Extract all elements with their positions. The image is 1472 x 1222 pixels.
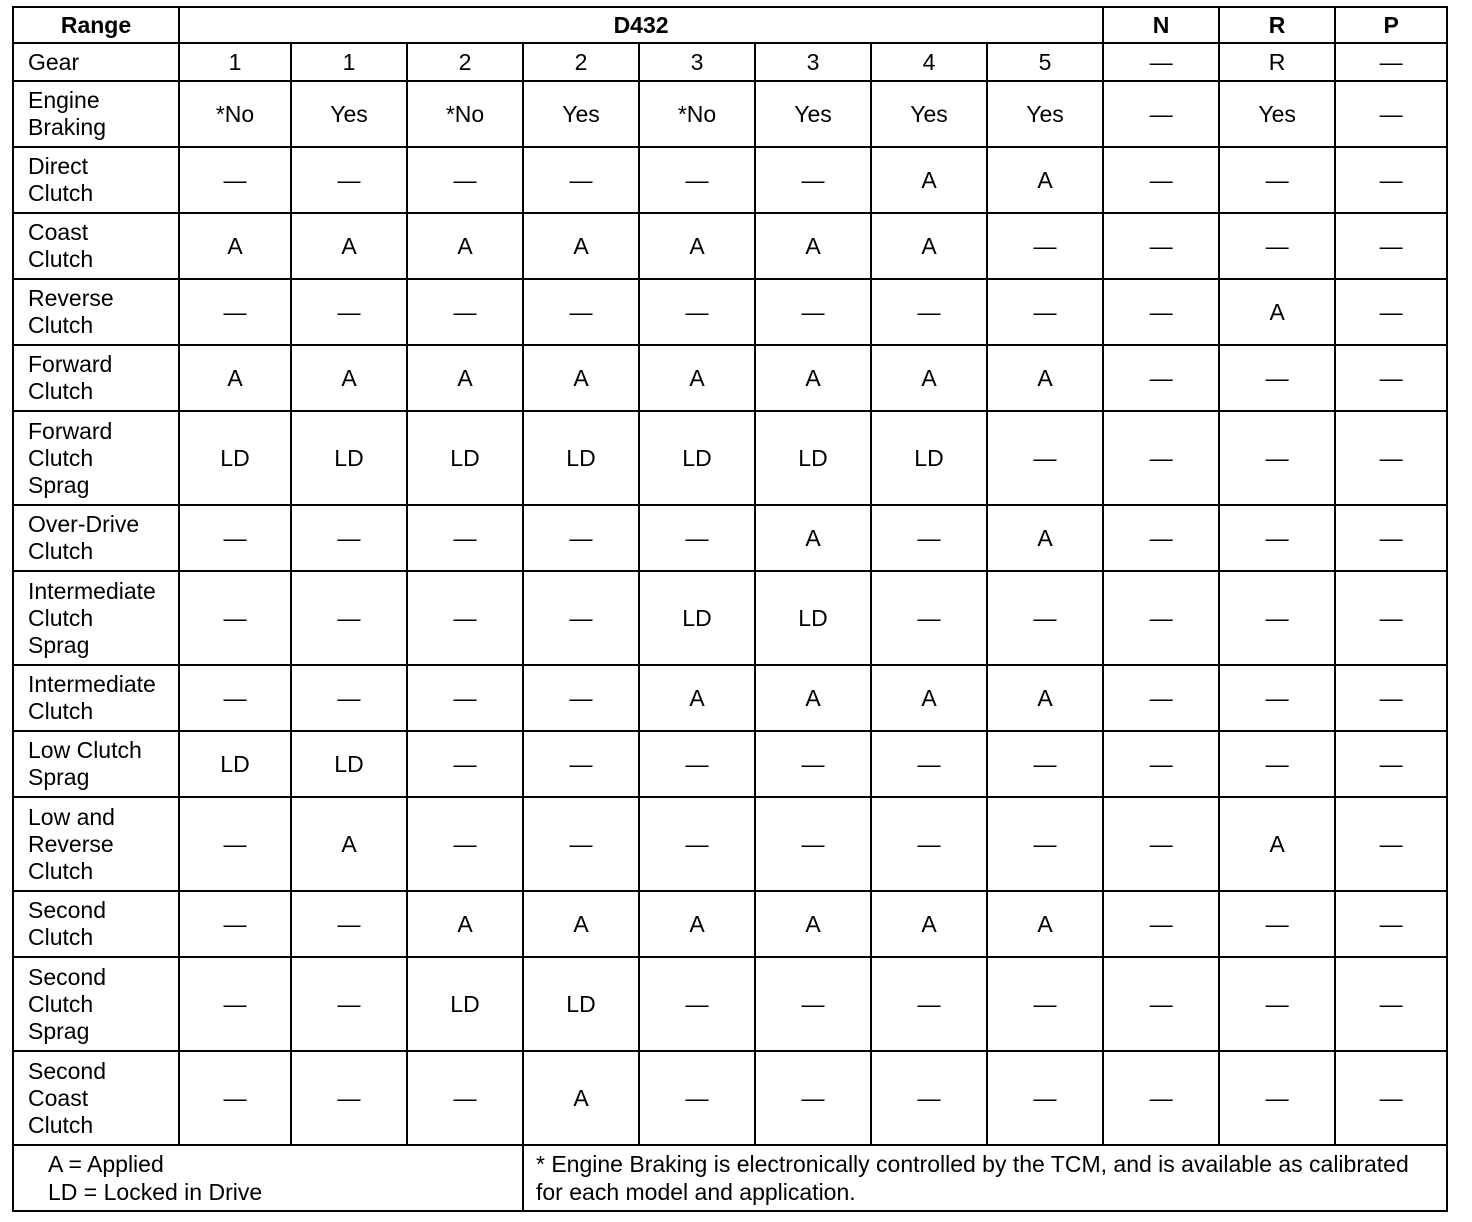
table-cell: 2: [523, 43, 639, 81]
table-cell: —: [755, 731, 871, 797]
table-cell: —: [987, 411, 1103, 505]
table-cell: 5: [987, 43, 1103, 81]
row-label: Forward Clutch: [13, 345, 179, 411]
table-cell: LD: [407, 957, 523, 1051]
table-cell: R: [1219, 43, 1335, 81]
table-cell: —: [1335, 571, 1447, 665]
table-cell: A: [871, 345, 987, 411]
row-label: Direct Clutch: [13, 147, 179, 213]
table-cell: Yes: [871, 81, 987, 147]
table-cell: LD: [291, 411, 407, 505]
table-cell: —: [987, 731, 1103, 797]
table-cell: LD: [523, 411, 639, 505]
table-cell: A: [871, 147, 987, 213]
table-cell: LD: [179, 411, 291, 505]
table-cell: *No: [179, 81, 291, 147]
table-cell: —: [987, 957, 1103, 1051]
table-cell: —: [1219, 957, 1335, 1051]
table-cell: A: [987, 147, 1103, 213]
table-cell: —: [1103, 279, 1219, 345]
table-cell: —: [755, 797, 871, 891]
table-cell: —: [871, 279, 987, 345]
table-cell: —: [179, 891, 291, 957]
table-cell: —: [291, 279, 407, 345]
table-cell: —: [987, 213, 1103, 279]
table-row: [13, 345, 1447, 411]
table-cell: —: [1335, 505, 1447, 571]
table-cell: LD: [755, 411, 871, 505]
table-cell: LD: [871, 411, 987, 505]
table-cell: —: [1103, 411, 1219, 505]
row-label: Gear: [13, 43, 179, 81]
table-cell: —: [523, 731, 639, 797]
table-cell: A: [871, 891, 987, 957]
clutch-application-table: [12, 6, 1448, 1212]
row-label: Second Clutch Sprag: [13, 957, 179, 1051]
table-cell: 1: [179, 43, 291, 81]
table-row: [13, 213, 1447, 279]
table-cell: 1: [291, 43, 407, 81]
table-cell: Yes: [523, 81, 639, 147]
table-cell: —: [1335, 43, 1447, 81]
row-label: Second Coast Clutch: [13, 1051, 179, 1145]
table-cell: —: [291, 505, 407, 571]
table-cell: —: [1335, 957, 1447, 1051]
row-label: Second Clutch: [13, 891, 179, 957]
range-d432: D432: [179, 7, 1103, 43]
table-cell: —: [1335, 731, 1447, 797]
table-cell: —: [407, 731, 523, 797]
table-cell: —: [407, 279, 523, 345]
table-cell: —: [291, 147, 407, 213]
table-cell: —: [1335, 797, 1447, 891]
table-cell: —: [291, 571, 407, 665]
table-cell: —: [1103, 571, 1219, 665]
table-cell: A: [871, 665, 987, 731]
table-cell: —: [871, 1051, 987, 1145]
table-cell: —: [1335, 1051, 1447, 1145]
table-cell: —: [1335, 213, 1447, 279]
row-label: Over-Drive Clutch: [13, 505, 179, 571]
table-cell: —: [987, 279, 1103, 345]
table-row: [13, 505, 1447, 571]
table-cell: Yes: [291, 81, 407, 147]
table-cell: —: [639, 147, 755, 213]
table-row: [13, 731, 1447, 797]
table-cell: —: [871, 571, 987, 665]
table-cell: —: [1219, 665, 1335, 731]
table-cell: A: [1219, 279, 1335, 345]
table-cell: Yes: [755, 81, 871, 147]
table-cell: —: [871, 505, 987, 571]
table-cell: —: [179, 147, 291, 213]
table-cell: —: [291, 1051, 407, 1145]
table-cell: *No: [407, 81, 523, 147]
table-cell: —: [639, 797, 755, 891]
table-cell: —: [179, 1051, 291, 1145]
table-cell: —: [639, 731, 755, 797]
table-cell: A: [755, 345, 871, 411]
table-cell: —: [1103, 43, 1219, 81]
table-cell: LD: [755, 571, 871, 665]
table-cell: —: [1219, 731, 1335, 797]
table-cell: A: [639, 665, 755, 731]
table-cell: LD: [407, 411, 523, 505]
table-cell: A: [291, 213, 407, 279]
table-cell: —: [1335, 665, 1447, 731]
table-cell: —: [1103, 213, 1219, 279]
table-cell: A: [755, 213, 871, 279]
table-row: [13, 957, 1447, 1051]
table-cell: —: [639, 1051, 755, 1145]
table-cell: A: [523, 213, 639, 279]
table-cell: —: [1103, 797, 1219, 891]
range-r: R: [1219, 7, 1335, 43]
table-cell: A: [871, 213, 987, 279]
table-row: [13, 147, 1447, 213]
table-cell: —: [871, 731, 987, 797]
table-row: [13, 279, 1447, 345]
table-cell: 3: [755, 43, 871, 81]
table-cell: —: [1335, 891, 1447, 957]
table-row: [13, 891, 1447, 957]
table-row: [13, 1051, 1447, 1145]
table-cell: A: [987, 345, 1103, 411]
legend: A = Applied LD = Locked in Drive: [13, 1145, 523, 1211]
table-cell: A: [179, 345, 291, 411]
table-cell: —: [179, 665, 291, 731]
table-cell: —: [523, 505, 639, 571]
table-cell: —: [871, 957, 987, 1051]
row-label: Coast Clutch: [13, 213, 179, 279]
table-cell: A: [755, 505, 871, 571]
table-cell: —: [523, 279, 639, 345]
range-p: P: [1335, 7, 1447, 43]
table-cell: —: [1103, 665, 1219, 731]
table-cell: —: [523, 571, 639, 665]
table-cell: —: [179, 797, 291, 891]
table-cell: 4: [871, 43, 987, 81]
range-header-row: [13, 7, 1447, 43]
table-cell: —: [1219, 891, 1335, 957]
table-cell: A: [407, 213, 523, 279]
table-cell: A: [407, 345, 523, 411]
table-cell: Yes: [987, 81, 1103, 147]
table-cell: —: [1219, 213, 1335, 279]
table-cell: —: [523, 147, 639, 213]
table-row: [13, 571, 1447, 665]
table-cell: —: [407, 797, 523, 891]
table-cell: —: [179, 571, 291, 665]
table-row: [13, 411, 1447, 505]
table-cell: —: [1335, 279, 1447, 345]
table-cell: —: [407, 1051, 523, 1145]
table-cell: A: [407, 891, 523, 957]
row-label: Intermediate Clutch: [13, 665, 179, 731]
table-cell: LD: [291, 731, 407, 797]
row-label: Engine Braking: [13, 81, 179, 147]
table-cell: —: [291, 665, 407, 731]
table-cell: —: [1335, 411, 1447, 505]
table-cell: A: [639, 345, 755, 411]
table-cell: —: [755, 1051, 871, 1145]
footer-row: [13, 1145, 1447, 1211]
table-cell: —: [987, 571, 1103, 665]
range-n: N: [1103, 7, 1219, 43]
table-cell: —: [291, 891, 407, 957]
table-cell: —: [407, 505, 523, 571]
table-cell: 3: [639, 43, 755, 81]
table-cell: —: [1103, 957, 1219, 1051]
table-cell: LD: [639, 411, 755, 505]
table-cell: —: [291, 957, 407, 1051]
table-cell: —: [1103, 891, 1219, 957]
table-cell: A: [755, 891, 871, 957]
table-cell: A: [291, 345, 407, 411]
table-cell: A: [523, 891, 639, 957]
table-cell: —: [523, 665, 639, 731]
table-cell: *No: [639, 81, 755, 147]
table-cell: —: [1219, 411, 1335, 505]
table-cell: —: [1103, 147, 1219, 213]
table-row: [13, 665, 1447, 731]
table-cell: —: [1335, 81, 1447, 147]
table-cell: —: [1219, 505, 1335, 571]
table-cell: —: [407, 147, 523, 213]
row-label: Forward Clutch Sprag: [13, 411, 179, 505]
table-cell: —: [1219, 147, 1335, 213]
footnote: * Engine Braking is electronically controlled by the TCM, and is available as calibrated for each model and application.: [523, 1145, 1447, 1211]
row-label: Low Clutch Sprag: [13, 731, 179, 797]
table-cell: —: [179, 957, 291, 1051]
table-cell: —: [1103, 731, 1219, 797]
table-cell: 2: [407, 43, 523, 81]
table-row: [13, 797, 1447, 891]
table-cell: —: [1103, 1051, 1219, 1145]
table-cell: A: [523, 345, 639, 411]
table-cell: Yes: [1219, 81, 1335, 147]
table-cell: A: [179, 213, 291, 279]
table-cell: —: [871, 797, 987, 891]
table-row: [13, 43, 1447, 81]
table-row: [13, 81, 1447, 147]
table-cell: —: [1103, 81, 1219, 147]
table-cell: A: [987, 505, 1103, 571]
table-cell: —: [987, 797, 1103, 891]
table-cell: —: [523, 797, 639, 891]
table-cell: A: [291, 797, 407, 891]
table-cell: —: [1103, 505, 1219, 571]
table-cell: —: [1219, 1051, 1335, 1145]
table-cell: A: [987, 665, 1103, 731]
table-cell: —: [179, 505, 291, 571]
table-cell: —: [755, 957, 871, 1051]
table-cell: A: [1219, 797, 1335, 891]
table-cell: —: [407, 571, 523, 665]
table-cell: —: [1335, 345, 1447, 411]
table-cell: LD: [179, 731, 291, 797]
table-cell: —: [639, 279, 755, 345]
table-cell: —: [1219, 571, 1335, 665]
table-cell: A: [639, 891, 755, 957]
table-cell: —: [407, 665, 523, 731]
table-cell: —: [639, 505, 755, 571]
row-label: Reverse Clutch: [13, 279, 179, 345]
table-cell: LD: [523, 957, 639, 1051]
table-cell: —: [1103, 345, 1219, 411]
row-label: Low and Reverse Clutch: [13, 797, 179, 891]
table-cell: LD: [639, 571, 755, 665]
range-header: Range: [13, 7, 179, 43]
table-cell: —: [987, 1051, 1103, 1145]
table-cell: —: [1335, 147, 1447, 213]
table-cell: —: [639, 957, 755, 1051]
table-cell: —: [755, 279, 871, 345]
table-cell: A: [755, 665, 871, 731]
table-cell: A: [523, 1051, 639, 1145]
table-cell: —: [755, 147, 871, 213]
table-cell: —: [1219, 345, 1335, 411]
table-cell: A: [987, 891, 1103, 957]
table-cell: —: [179, 279, 291, 345]
row-label: Intermediate Clutch Sprag: [13, 571, 179, 665]
table-cell: A: [639, 213, 755, 279]
